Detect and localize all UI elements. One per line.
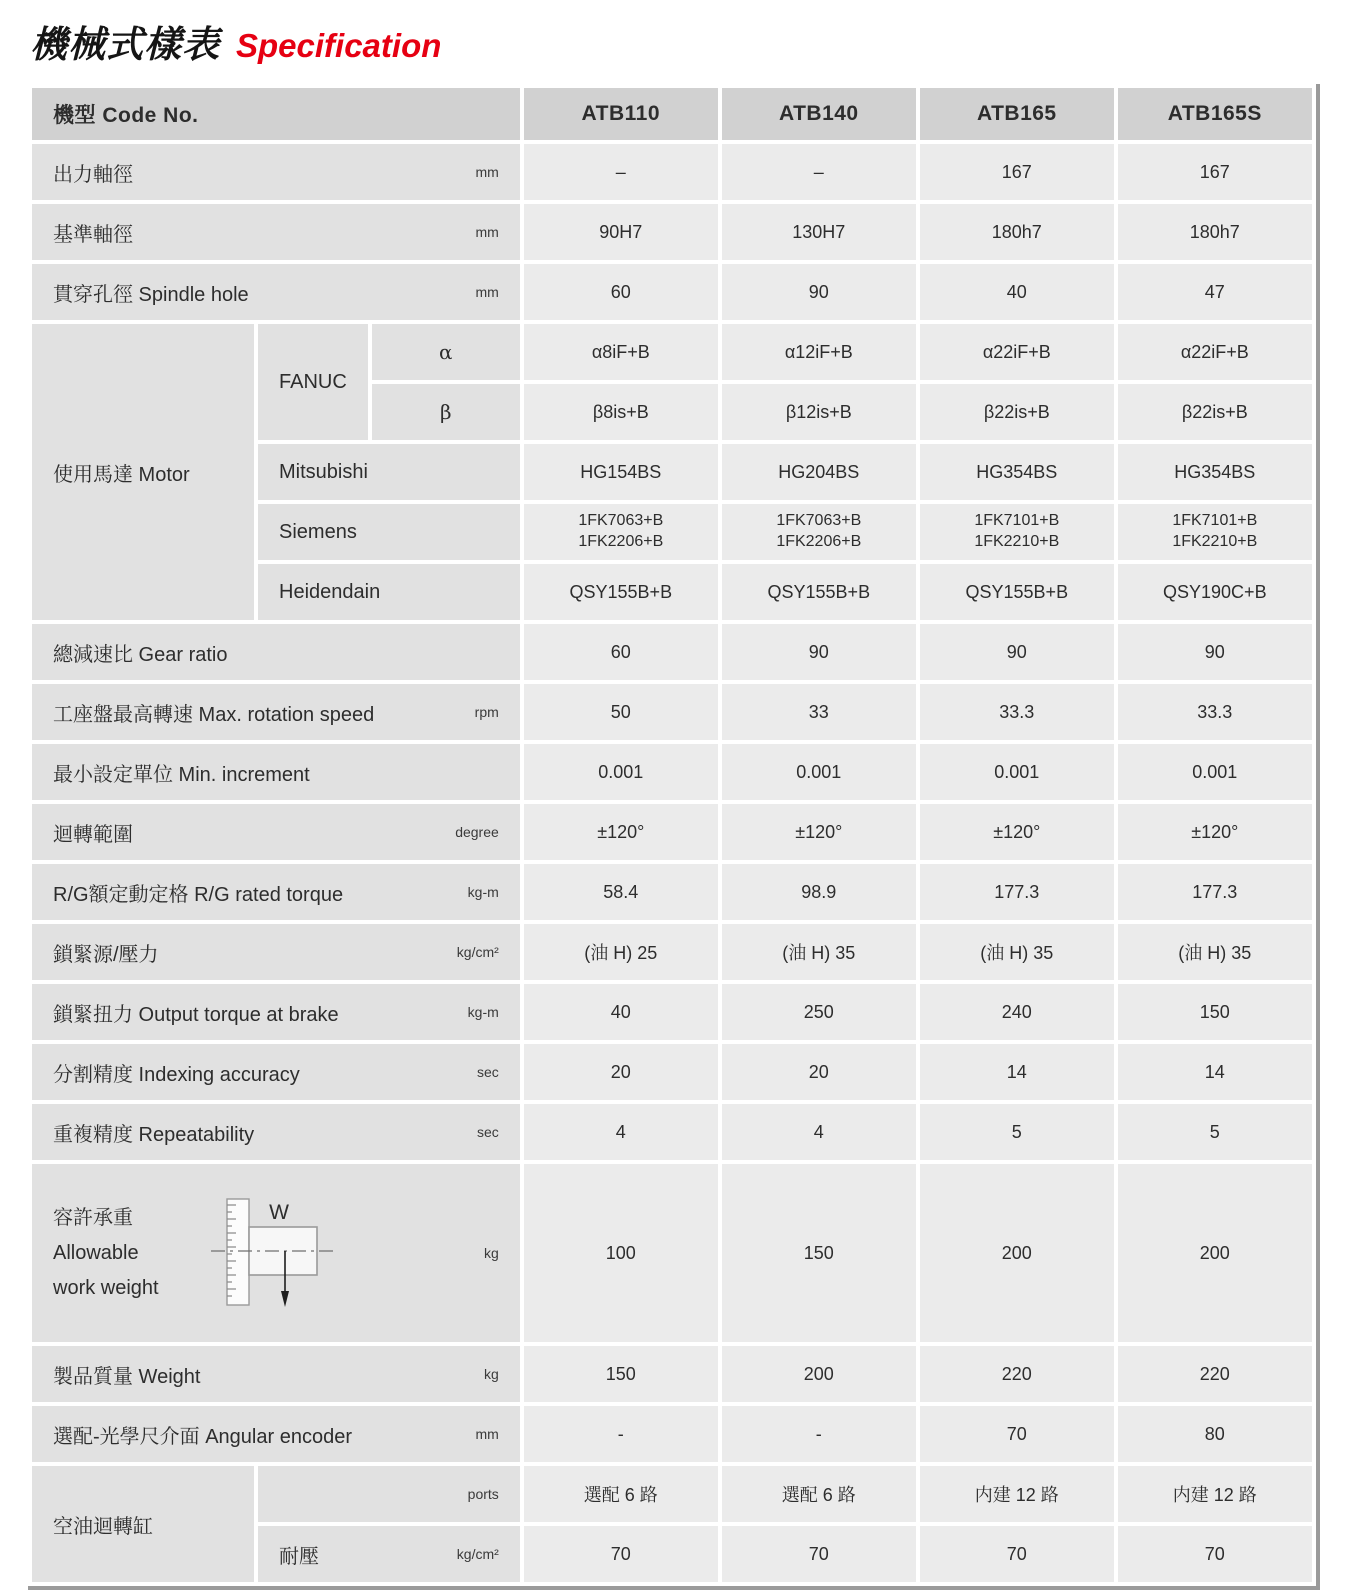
motor-label: 使用馬達 Motor xyxy=(53,463,190,486)
fanuc-label: FANUC xyxy=(279,370,347,393)
value-cell: 70 xyxy=(920,1406,1114,1462)
header-row xyxy=(32,88,1312,140)
spec-row-min-increment xyxy=(32,744,1312,800)
value-cell: 200 xyxy=(722,1346,916,1402)
value-cell: ±120° xyxy=(920,804,1114,860)
unit-label: kg xyxy=(484,1366,499,1382)
value-cell: β22is+B xyxy=(920,384,1114,440)
value-cell: HG204BS xyxy=(722,444,916,500)
value-cell: 58.4 xyxy=(524,864,718,920)
unit-label: degree xyxy=(455,824,499,840)
spec-row-angular-encoder xyxy=(32,1406,1312,1462)
value-cell: 150 xyxy=(524,1346,718,1402)
value-cell: 14 xyxy=(920,1044,1114,1100)
value-cell: 98.9 xyxy=(722,864,916,920)
value-cell: β12is+B xyxy=(722,384,916,440)
value-cell: QSY155B+B xyxy=(524,564,718,620)
value-cell: (油 H) 25 xyxy=(524,924,718,980)
value-cell: 200 xyxy=(920,1164,1114,1342)
siemens-label: Siemens xyxy=(279,520,357,543)
value-cell: 180h7 xyxy=(920,204,1114,260)
value-cell: α22iF+B xyxy=(920,324,1114,380)
value-cell: 90 xyxy=(722,264,916,320)
unit-label: kg-m xyxy=(467,884,499,900)
value-cell: 20 xyxy=(722,1044,916,1100)
value-cell: QSY155B+B xyxy=(920,564,1114,620)
spec-row-clamp-pressure xyxy=(32,924,1312,980)
value-cell: 220 xyxy=(920,1346,1114,1402)
unit-label: kg/cm² xyxy=(456,944,499,960)
spec-row-repeatability xyxy=(32,1104,1312,1160)
unit-label: mm xyxy=(475,164,499,180)
spec-row-work-weight xyxy=(32,1164,1312,1342)
header-model-atb165: ATB165 xyxy=(920,88,1114,140)
row-label: 分割精度 Indexing accuracy xyxy=(53,1063,300,1086)
value-cell: 選配 6 路 xyxy=(722,1466,916,1522)
value-cell: 40 xyxy=(920,264,1114,320)
cylinder-label: 空油迴轉缸 xyxy=(53,1515,153,1538)
spec-row-product-weight xyxy=(32,1346,1312,1402)
value-cell: 40 xyxy=(524,984,718,1040)
unit-label: sec xyxy=(477,1064,499,1080)
unit-label: kg/cm² xyxy=(456,1546,499,1562)
value-cell: α12iF+B xyxy=(722,324,916,380)
page-title-zh: 機械式樣表 xyxy=(30,24,220,65)
value-cell: 90 xyxy=(722,624,916,680)
value-cell: – xyxy=(722,144,916,200)
value-cell: 33.3 xyxy=(1118,684,1312,740)
unit-label: mm xyxy=(475,224,499,240)
value-cell: 0.001 xyxy=(524,744,718,800)
value-cell: 4 xyxy=(722,1104,916,1160)
row-label: 耐壓 xyxy=(279,1545,319,1568)
value-cell: α8iF+B xyxy=(524,324,718,380)
value-cell: 4 xyxy=(524,1104,718,1160)
header-model-atb140: ATB140 xyxy=(722,88,916,140)
value-cell: 150 xyxy=(1118,984,1312,1040)
value-cell: HG354BS xyxy=(1118,444,1312,500)
value-cell: β8is+B xyxy=(524,384,718,440)
spec-row-gear-ratio xyxy=(32,624,1312,680)
row-label: 製品質量 Weight xyxy=(53,1365,201,1388)
unit-label: mm xyxy=(475,284,499,300)
header-code-no: 機型 Code No. xyxy=(32,88,520,140)
value-cell: HG354BS xyxy=(920,444,1114,500)
value-cell: 14 xyxy=(1118,1044,1312,1100)
mitsubishi-label: Mitsubishi xyxy=(279,460,368,483)
row-label: 出力軸徑 xyxy=(53,163,133,186)
spec-row-base-shaft xyxy=(32,204,1312,260)
value-cell: - xyxy=(524,1406,718,1462)
value-cell: 1FK7063+B 1FK2206+B xyxy=(722,504,916,560)
value-cell: HG154BS xyxy=(524,444,718,500)
value-cell: (油 H) 35 xyxy=(722,924,916,980)
work-weight-diagram xyxy=(207,1193,341,1313)
value-cell: 0.001 xyxy=(722,744,916,800)
spec-row-spindle-hole xyxy=(32,264,1312,320)
spec-row-max-rotation-speed xyxy=(32,684,1312,740)
page-title-en: Specification xyxy=(236,27,442,64)
value-cell: 167 xyxy=(1118,144,1312,200)
value-cell: 90H7 xyxy=(524,204,718,260)
unit-label: ports xyxy=(467,1486,499,1502)
value-cell: 内建 12 路 xyxy=(920,1466,1114,1522)
row-label: 迴轉範圍 xyxy=(53,823,133,846)
value-cell: 33.3 xyxy=(920,684,1114,740)
value-cell: 5 xyxy=(920,1104,1114,1160)
value-cell: 0.001 xyxy=(920,744,1114,800)
page-title xyxy=(30,14,1348,68)
value-cell: 70 xyxy=(1118,1526,1312,1582)
header-model-atb110: ATB110 xyxy=(524,88,718,140)
value-cell: 80 xyxy=(1118,1406,1312,1462)
value-cell: 70 xyxy=(920,1526,1114,1582)
value-cell: 60 xyxy=(524,624,718,680)
value-cell: 20 xyxy=(524,1044,718,1100)
value-cell: QSY155B+B xyxy=(722,564,916,620)
row-label: 鎖緊源/壓力 xyxy=(53,943,159,966)
value-cell: 167 xyxy=(920,144,1114,200)
value-cell: 177.3 xyxy=(920,864,1114,920)
spec-row-motor-fanuc-alpha xyxy=(32,324,1312,380)
unit-label: rpm xyxy=(474,704,499,720)
alpha-symbol: α xyxy=(372,324,520,380)
row-label: 總減速比 Gear ratio xyxy=(53,643,228,666)
row-label: 選配-光學尺介面 Angular encoder xyxy=(53,1425,352,1448)
value-cell: 選配 6 路 xyxy=(524,1466,718,1522)
spec-table-frame xyxy=(28,84,1320,1590)
header-model-atb165s: ATB165S xyxy=(1118,88,1312,140)
value-cell: 内建 12 路 xyxy=(1118,1466,1312,1522)
value-cell: (油 H) 35 xyxy=(1118,924,1312,980)
spec-row-brake-torque xyxy=(32,984,1312,1040)
unit-label: sec xyxy=(477,1124,499,1140)
value-cell: 90 xyxy=(920,624,1114,680)
spec-row-rotation-range xyxy=(32,804,1312,860)
value-cell: 70 xyxy=(722,1526,916,1582)
unit-label: kg xyxy=(484,1245,499,1261)
unit-label: mm xyxy=(475,1426,499,1442)
spec-row-rated-torque xyxy=(32,864,1312,920)
value-cell: 130H7 xyxy=(722,204,916,260)
value-cell: (油 H) 35 xyxy=(920,924,1114,980)
row-label: 最小設定單位 Min. increment xyxy=(53,763,310,786)
value-cell: 60 xyxy=(524,264,718,320)
value-cell: 1FK7063+B 1FK2206+B xyxy=(524,504,718,560)
value-cell: QSY190C+B xyxy=(1118,564,1312,620)
value-cell: 33 xyxy=(722,684,916,740)
row-label: R/G額定動定格 R/G rated torque xyxy=(53,883,344,906)
row-label: 鎖緊扭力 Output torque at brake xyxy=(53,1003,339,1026)
row-label: 貫穿孔徑 Spindle hole xyxy=(53,283,249,306)
spec-row-indexing-accuracy xyxy=(32,1044,1312,1100)
value-cell: 150 xyxy=(722,1164,916,1342)
value-cell: 0.001 xyxy=(1118,744,1312,800)
value-cell: 90 xyxy=(1118,624,1312,680)
value-cell: 1FK7101+B 1FK2210+B xyxy=(920,504,1114,560)
value-cell: ±120° xyxy=(722,804,916,860)
value-cell: 70 xyxy=(524,1526,718,1582)
row-label: 重複精度 Repeatability xyxy=(53,1123,255,1146)
spec-row-cylinder-ports xyxy=(32,1466,1312,1522)
row-label: 基準軸徑 xyxy=(53,223,133,246)
value-cell: 220 xyxy=(1118,1346,1312,1402)
value-cell: 200 xyxy=(1118,1164,1312,1342)
heidenhain-label: Heidendain xyxy=(279,580,381,603)
value-cell: 240 xyxy=(920,984,1114,1040)
value-cell: - xyxy=(722,1406,916,1462)
value-cell: 180h7 xyxy=(1118,204,1312,260)
value-cell: 177.3 xyxy=(1118,864,1312,920)
beta-symbol: β xyxy=(372,384,520,440)
row-label: 容許承重 Allowable work weight xyxy=(53,1206,159,1299)
value-cell: 5 xyxy=(1118,1104,1312,1160)
value-cell: 250 xyxy=(722,984,916,1040)
value-cell: ±120° xyxy=(1118,804,1312,860)
value-cell: α22iF+B xyxy=(1118,324,1312,380)
value-cell: ±120° xyxy=(524,804,718,860)
value-cell: 1FK7101+B 1FK2210+B xyxy=(1118,504,1312,560)
row-label: 工座盤最高轉速 Max. rotation speed xyxy=(53,703,375,726)
value-cell: – xyxy=(524,144,718,200)
value-cell: 47 xyxy=(1118,264,1312,320)
value-cell: 100 xyxy=(524,1164,718,1342)
value-cell: β22is+B xyxy=(1118,384,1312,440)
spec-row-output-shaft xyxy=(32,144,1312,200)
work-weight-w-label: W xyxy=(268,1201,289,1224)
spec-table xyxy=(28,84,1316,1586)
unit-label: kg-m xyxy=(467,1004,499,1020)
value-cell: 50 xyxy=(524,684,718,740)
